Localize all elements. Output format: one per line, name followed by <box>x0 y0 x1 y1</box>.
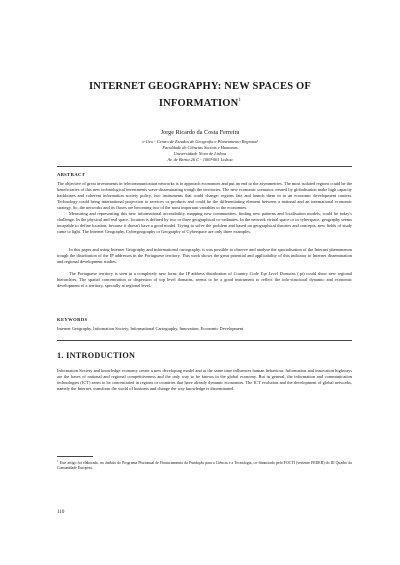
footnote-divider <box>57 456 93 457</box>
affiliation-line: e-Geo - Centro de Estudos de Geografia e Planeamento Regional <box>142 139 258 144</box>
keywords-heading: KEYWORDS <box>57 317 88 322</box>
abstract-heading: ABSTRACT <box>57 172 86 177</box>
keywords-list: Internet Geography, Information Society, Informational Cartography, Innovation, Economic Development <box>57 326 244 331</box>
affiliation-line: Universidade Nova de Lisboa <box>173 151 227 157</box>
abstract-p4-emphasis: Country Code Top Level Domains <box>233 271 296 276</box>
footnote <box>57 459 352 472</box>
paper-title <box>60 80 340 111</box>
abstract-paragraph-2: Measuring and representing this new informational accessibility, mapping new communities, finding new patterns and localisation models, could be today's challenge. In the physical and real space, location is defined by two or three geographical co-ordinates. In the network virtual space or in cyberspace, geography seems incapable to define location, because it doesn't have a good model. Trying to solve the problem and based on geographical theories and concepts, new fields of study came to light. The Internet Geography, Cybergeography or Geography of Cyberspace are only three examples. <box>57 211 352 235</box>
divider-top <box>57 166 352 167</box>
affiliation <box>60 139 340 163</box>
paper-title-line-2: INFORMATION <box>158 98 239 109</box>
author-name: Jorge Ricardo da Costa Ferreira <box>160 129 240 136</box>
affiliation-line: Faculdade de Ciências Sociais e Humanas <box>162 145 238 151</box>
abstract-p4-text-b: (.pt) could show new regional hierarchies. The spatial concentration or dispersion of top level domains, seems to be a good instrument to reflect the info-structural dynamic and economic development of a territory, specially at regional level. <box>57 271 352 289</box>
abstract-paragraph-3: In this paper and using Internet Geography and informational cartography, it was possible to observe and analyse the spacialisation of the Internet phenomenon trough the distribution of the IP addresses in the Portuguese territory. This work shows the great potential and applicability of this indicator to Internet dissemination and regional development studies. <box>57 247 352 265</box>
affiliation-line: Av. de Berna 26 C - 1069-061 Lisboa <box>167 157 233 163</box>
title-footnote-mark: 1 <box>238 98 242 103</box>
page-number: 110 <box>57 510 65 515</box>
paper-title-line-1: INTERNET GEOGRAPHY: NEW SPACES OF <box>88 81 312 92</box>
footnote-text: Este artigo foi elaborado, no âmbito do Programa Plurianual de Financiamento da Fundação para a Ciência e a Tecnologia, co-financiado pelo FOCTI (vertente FEDER) do III Quadro da Comunidade Europeia. <box>57 461 352 471</box>
abstract-p4-text-a: The Portuguese territory is seen in a completely new form: the IP address distribution of <box>69 271 234 276</box>
abstract-paragraph-4 <box>57 271 352 289</box>
introduction-paragraph-1: Information Society and knowledge economy create a new developing model and at the same time influences human behaviour. Information and innovation highways are the bases of national and regional competitiveness and the only way to be known in the global economy. But in general, the information and communication technologies (ICT) seem to be concentrated in regions or countries that have already dynamic economies. The ICT evolution and the development of global networks, namely the Internet, transform the world of business and change the way knowledge is disseminated. <box>57 368 352 392</box>
section-1-heading: 1. INTRODUCTION <box>57 351 136 360</box>
footnote-mark: 1 <box>57 459 59 463</box>
divider-bottom <box>57 340 352 341</box>
abstract-paragraph-1: The objective of great investments in telecommunication networks is to approach economies and put an end to the asymmetries. The most isolated regions could be the beneficiaries of this new technological investments wave disseminating trough the territories. The new economic scenarios created by globalisation make high capacity backbones and coherent information society policy, two instruments that could change: regions fate and launch them in to an economic development context. Technology could bring international projection to services or products and could be the differentiating element between a national and an international economic strategy. So, the networks and its fluxes are becoming two of the most important variables to the economies. <box>57 181 352 211</box>
